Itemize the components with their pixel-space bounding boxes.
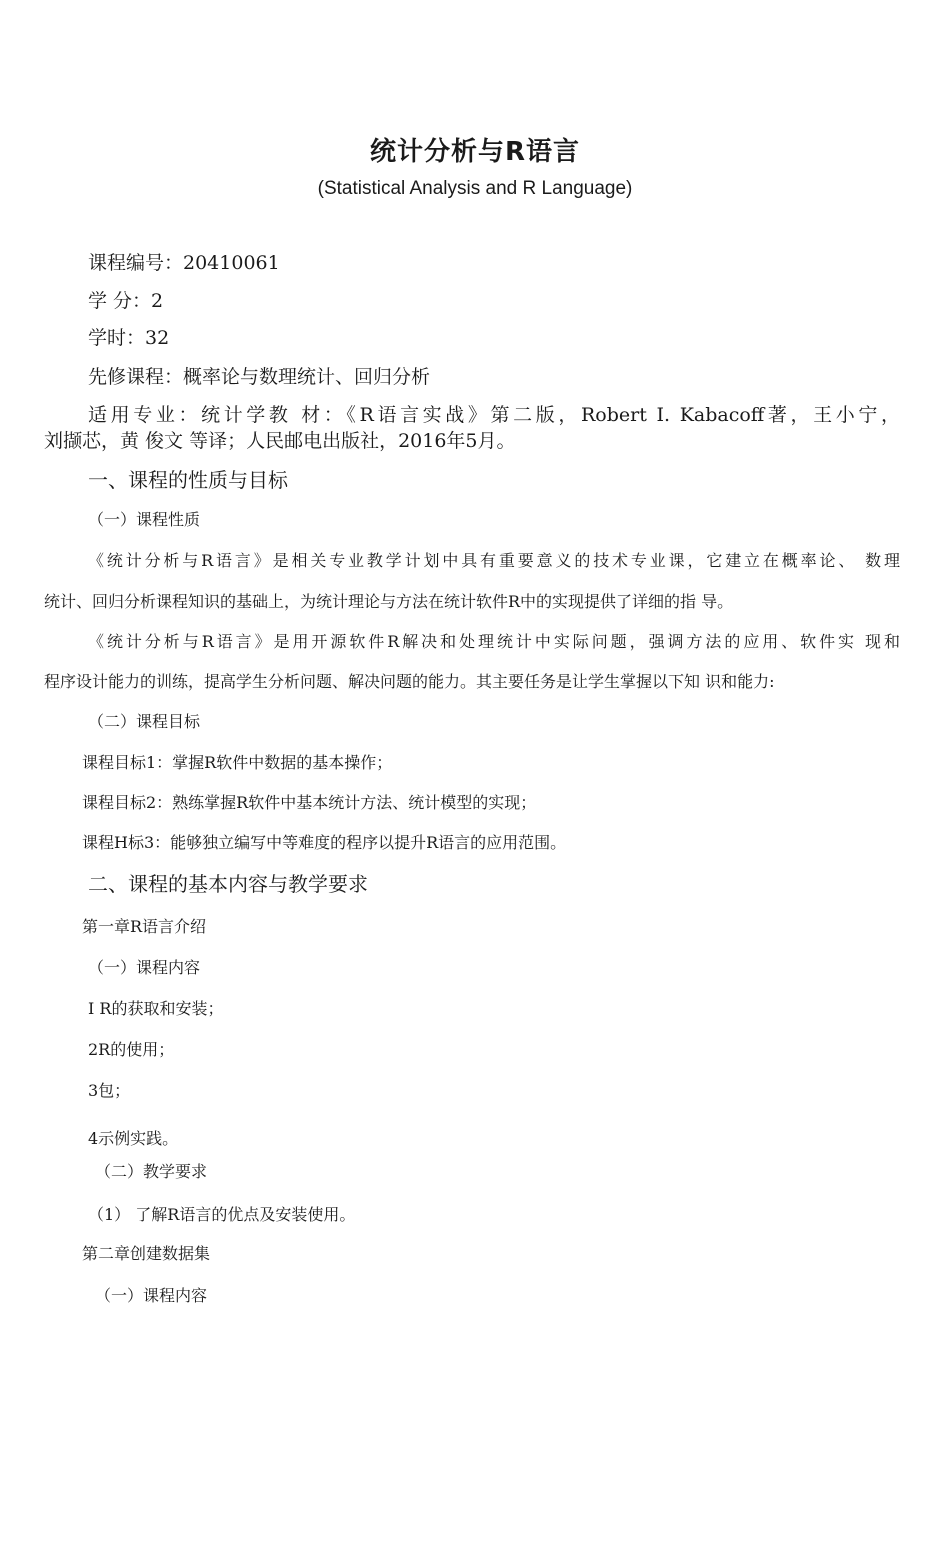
page-subtitle: (Statistical Analysis and R Language) [317,178,633,199]
chapter1-content-heading: （一）课程内容 [88,958,201,977]
section1-heading: 一、课程的性质与目标 [88,468,288,492]
chapter1-item-3: 3包； [88,1081,131,1100]
section1-sub1: （一）课程性质 [88,510,201,529]
course-major-textbook-line1: 适用专业：统计学教 材：《R语言实战》第二版，Robert I. Kabacoff著，王小宁， [88,404,900,426]
nature-paragraph1-line2: 统计、回归分析课程知识的基础上，为统计理论与方法在统计软件R中的实现提供了详细的指 导。 [44,592,734,611]
nature-paragraph1-line1: 《统计分析与R语言》是相关专业教学计划中具有重要意义的技术专业课，它建立在概率论、 数理 [88,551,900,570]
nature-paragraph2-line2: 程序设计能力的训练，提高学生分析问题、解决问题的能力。其主要任务是让学生掌握以下知 识和能力: [44,672,775,691]
course-goal-2: 课程目标2：熟练掌握R软件中基本统计方法、统计模型的实现； [82,793,537,812]
chapter2-title: 第二章创建数据集 [82,1244,211,1263]
course-goal-1: 课程目标1：掌握R软件中数据的基本操作； [82,753,393,772]
course-hours: 学时：32 [88,327,170,349]
section2-heading: 二、课程的基本内容与教学要求 [88,872,368,896]
course-major-textbook-line2: 刘撷芯，黄 俊文 等译；人民邮电出版社，2016年5月。 [44,430,516,452]
course-credits: 学 分：2 [88,290,164,312]
course-goal-3: 课程H标3：能够独立编写中等难度的程序以提升R语言的应用范围。 [82,833,567,852]
chapter1-requirement-1: （1） 了解R语言的优点及安装使用。 [88,1205,356,1224]
chapter1-title: 第一章R语言介绍 [82,917,207,936]
chapter2-content-heading: （一）课程内容 [95,1286,208,1305]
chapter1-item-2: 2R的使用； [88,1040,175,1059]
section1-sub2: （二）课程目标 [88,712,201,731]
course-code: 课程编号：20410061 [88,252,280,274]
course-prerequisites: 先修课程：概率论与数理统计、回归分析 [88,366,431,388]
chapter1-item-1: I R的获取和安装； [88,999,224,1018]
chapter1-requirement-heading: （二）教学要求 [95,1162,208,1181]
nature-paragraph2-line1: 《统计分析与R语言》是用开源软件R解决和处理统计中实际问题，强调方法的应用、软件实 现和 [88,632,900,651]
chapter1-item-4: 4示例实践。 [88,1129,179,1148]
page-title: 统计分析与R语言 [369,137,581,167]
